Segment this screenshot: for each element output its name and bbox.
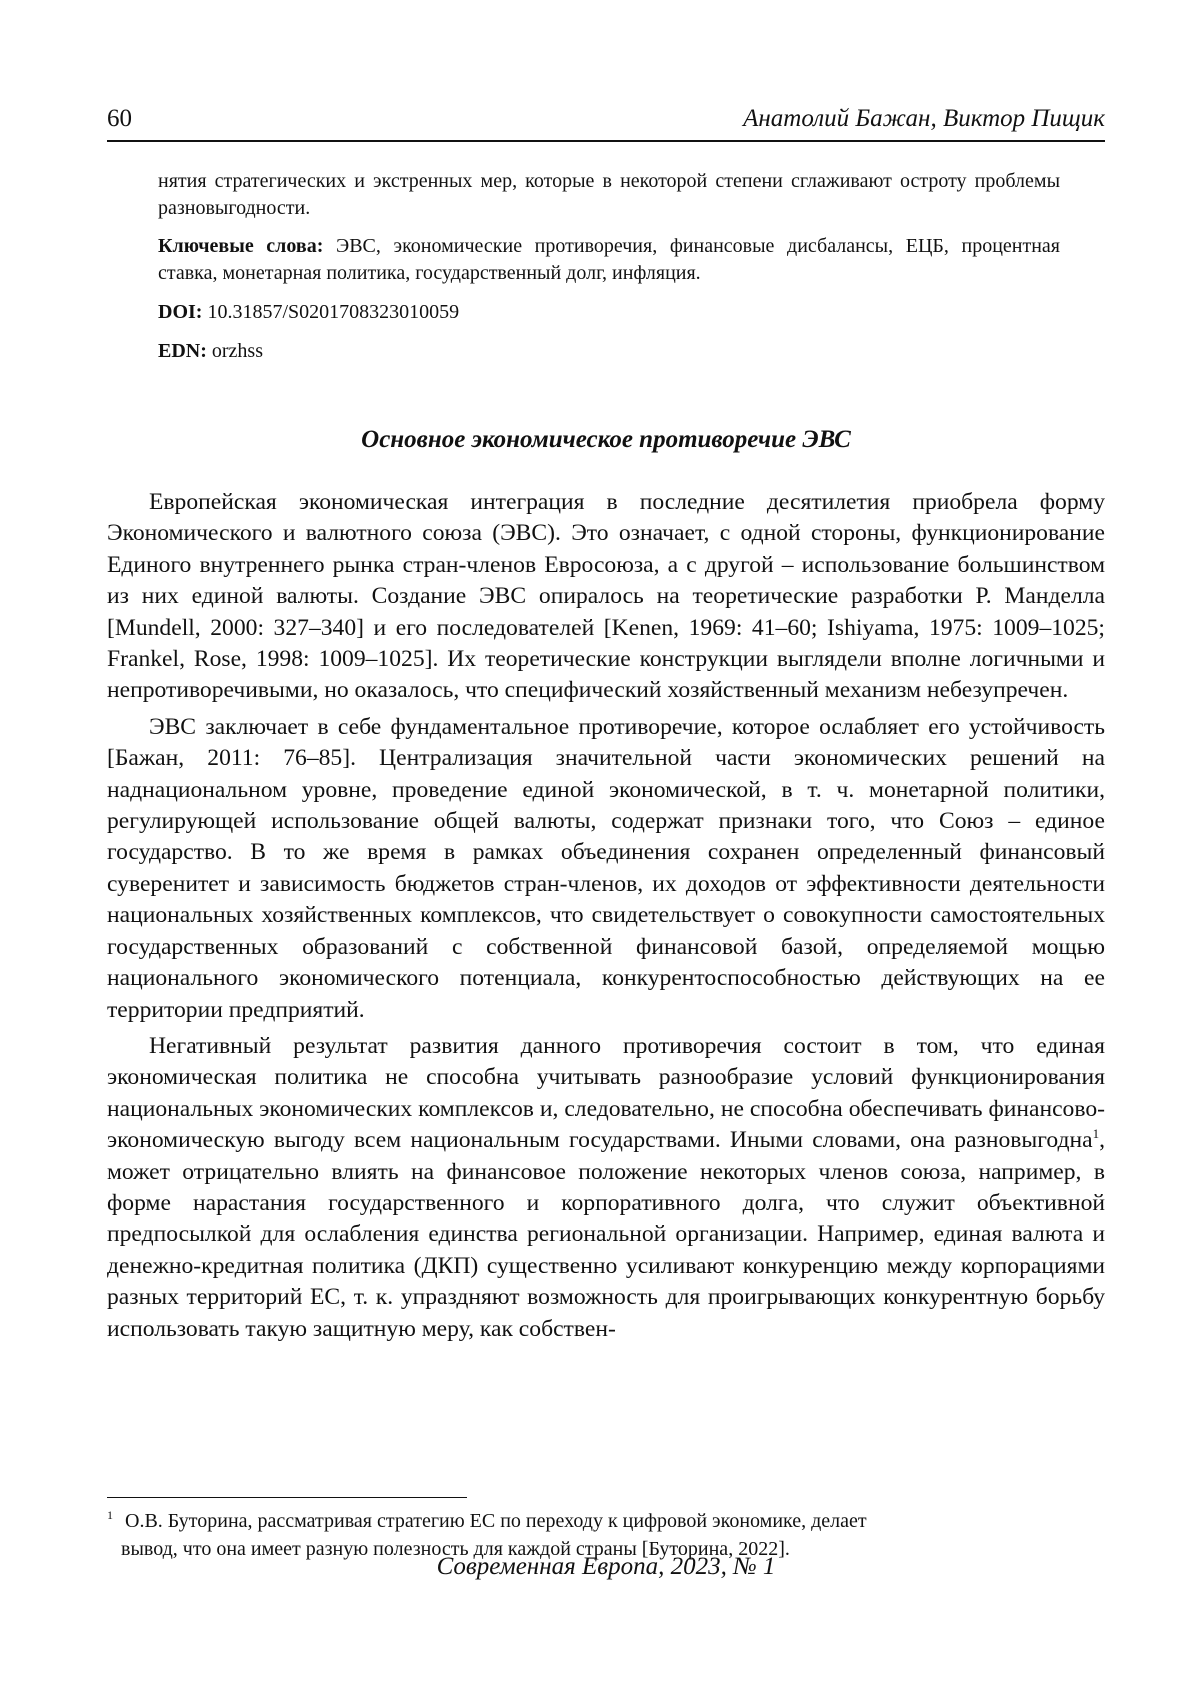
keywords [158,233,1060,287]
section-title: Основное экономическое противоречие ЭВС [361,426,851,453]
body-paragraph-3 [107,1031,1105,1345]
edn-row [158,338,1060,365]
abstract-block [158,168,1060,365]
footnote-divider [107,1497,467,1498]
page-header [107,104,1105,142]
edn-value: orzhss [211,340,263,362]
page-number: 60 [107,105,132,132]
abstract-tail: нятия стратегических и экстренных мер, которые в некоторой степени сглаживают остроту проблемы разновыгодности. [158,170,1060,219]
body-paragraph-2: ЭВС заключает в себе фундаментальное противоречие, которое ослабляет его устойчивость [Бажан, 2011: 76–85]. Централизация значительной части экономических решений на наднациональном уровне, проведение единой экономической, в т. ч. монетарной политики, регулирующей использование общей валюты, содержат признаки того, что Союз – единое государство. В то же время в рамках объединения сохранен определенный финансовый суверенитет и зависимость бюджетов стран-членов, их доходов от эффективности деятельности национальных хозяйственных комплексов, что свидетельствует о совокупности самостоятельных государственных образований с собственной финансовой базой, определяемой мощью национального экономического потенциала, конкурентоспособностью действующих на ее территории предприятий. [107,713,1105,1023]
body-paragraph-3-end: , может отрицательно влиять на финансовое положение некоторых членов союза, например, в форме нарастания государственного и корпоративного долга, что служит объективной предпосылкой для ослабления единства региональной организации. Например, единая валюта и денежно-кредитная политика (ДКП) существенно усиливают конкуренцию между корпорациями разных территорий ЕС, т. к. упраздняют возможность для проигрывающих конкурентную борьбу использовать такую защитную меру, как собствен- [107,1127,1105,1342]
doi-row [158,299,1060,326]
footnote-reference[interactable]: 1 [1092,1126,1100,1142]
body-paragraph-3-start: Негативный результат развития данного противоречия состоит в том, что единая экономическая политика не способна учитывать разнообразие условий функционирования национальных экономических комплексов и, следовательно, не способна обеспечивать финансово-экономическую выгоду всем национальным государствами. Иными словами, она разновыгодна [107,1032,1105,1154]
footnote-line-1: О.В. Буторина, рассматривая стратегию ЕС по переходу к цифровой экономике, делает [125,1510,867,1532]
edn-label: EDN: [158,340,207,362]
running-head-authors: Анатолий Бажан, Виктор Пищик [743,105,1105,132]
footnote-number: 1 [107,1508,113,1523]
article-body [107,487,1105,1345]
footnote-line-2: вывод, что она имеет разную полезность для каждой страны [Буторина, 2022]. [121,1538,790,1560]
keywords-text: ЭВС, экономические противоречия, финансовые дисбалансы, ЕЦБ, процентная ставка, монетарная политика, государственный долг, инфляция. [158,235,1060,284]
keywords-label: Ключевые слова: [158,235,324,257]
journal-footer: Современная Европа, 2023, № 1 [436,1553,776,1580]
doi-value[interactable]: 10.31857/S0201708323010059 [207,301,460,323]
doi-label: DOI: [158,301,203,323]
body-paragraph-1: Европейская экономическая интеграция в последние десятилетия приобрела форму Экономического и валютного союза (ЭВС). Это означает, с одной стороны, функционирование Единого внутреннего рынка стран-членов Евросоюза, а с другой – использование большинством из них единой валюты. Создание ЭВС опиралось на теоретические разработки Р. Манделла [Mundell, 2000: 327–340] и его последователей [Kenen, 1969: 41–60; Ishiyama, 1975: 1009–1025; Frankel, Rose, 1998: 1009–1025]. Их теоретические конструкции выглядели вполне логичными и непротиворечивыми, но оказалось, что специфический хозяйственный механизм небезупречен. [107,489,1105,704]
